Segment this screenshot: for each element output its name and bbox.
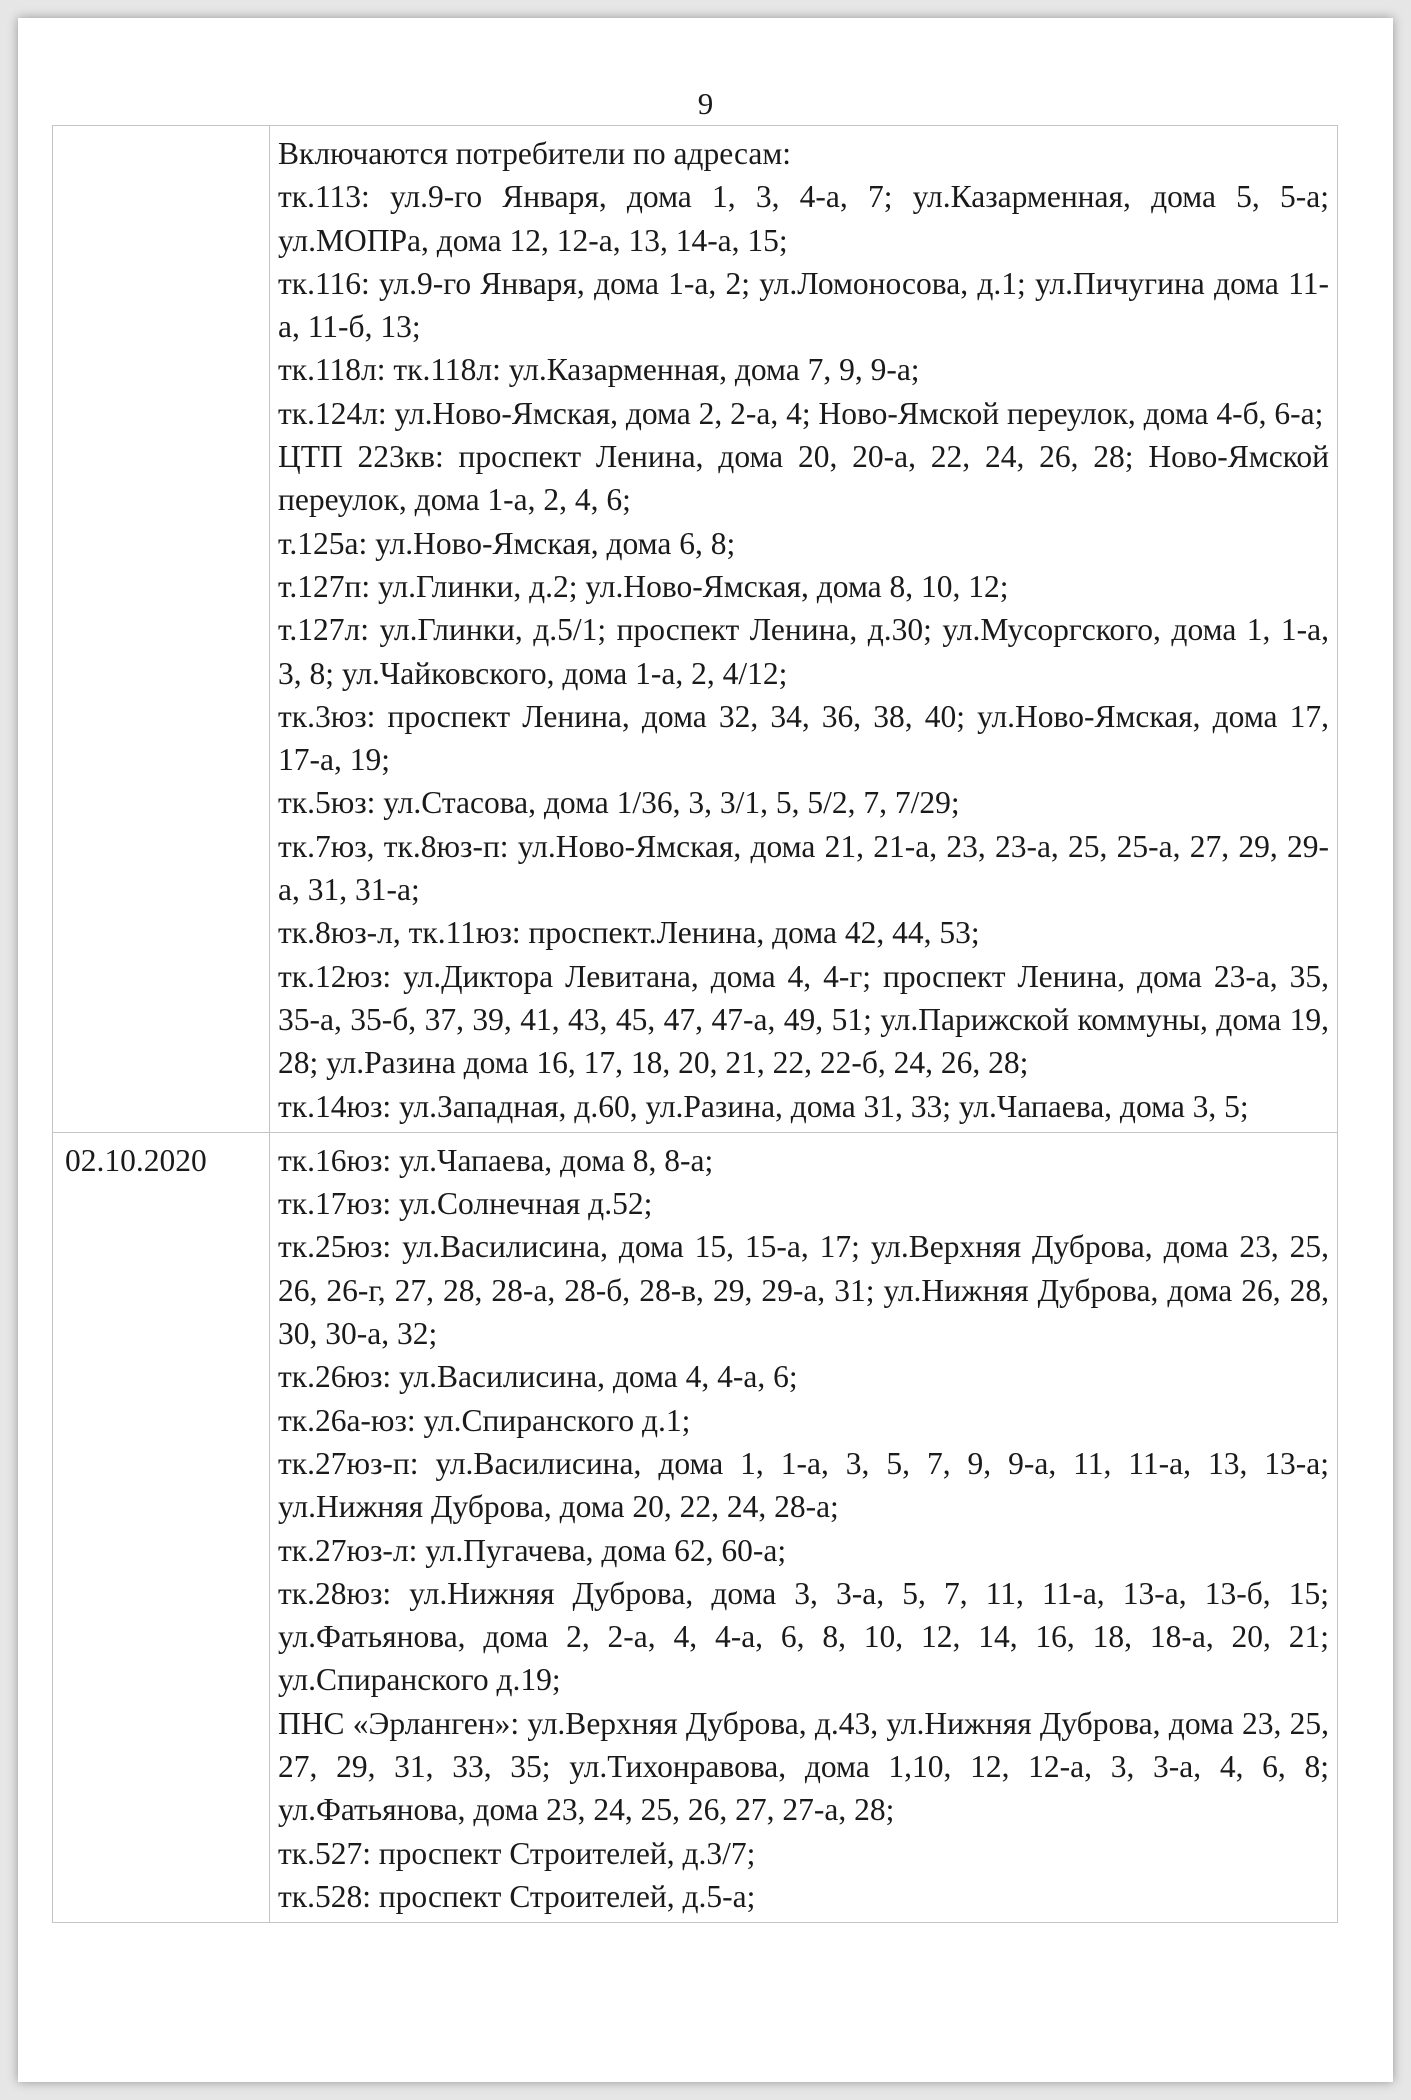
schedule-table bbox=[52, 125, 1338, 1923]
date-cell: 02.10.2020 bbox=[53, 1132, 270, 1922]
address-entry: т.127п: ул.Глинки, д.2; ул.Ново-Ямская, дома 8, 10, 12; bbox=[278, 568, 1009, 604]
address-entry: т.127л: ул.Глинки, д.5/1; проспект Ленина, д.30; ул.Мусоргского, дома 1, 1-а, 3, 8; ул.Чайковского, дома 1-а, 2, 4/12; bbox=[278, 612, 1329, 691]
address-entry: тк.26юз: ул.Василисина, дома 4, 4-а, 6; bbox=[278, 1359, 798, 1395]
address-entry: тк.113: ул.9-го Января, дома 1, 3, 4-а, 7; ул.Казарменная, дома 5, 5-а; ул.МОПРа, дома 12, 12-а, 13, 14-а, 15; bbox=[278, 179, 1329, 258]
schedule-table-body bbox=[53, 126, 1338, 1923]
address-entry: тк.17юз: ул.Солнечная д.52; bbox=[278, 1186, 653, 1222]
addresses-cell bbox=[270, 1132, 1338, 1922]
date-cell bbox=[53, 126, 270, 1133]
address-entry: тк.27юз-л: ул.Пугачева, дома 62, 60-а; bbox=[278, 1532, 787, 1568]
address-entry: тк.27юз-п: ул.Василисина, дома 1, 1-а, 3, 5, 7, 9, 9-а, 11, 11-а, 13, 13-а; ул.Нижняя Дуброва, дома 20, 22, 24, 28-а; bbox=[278, 1445, 1329, 1525]
address-entry: ЦТП 223кв: проспект Ленина, дома 20, 20-а, 22, 24, 26, 28; Ново-Ямской переулок, дома 1-а, 2, 4, 6; bbox=[278, 439, 1329, 518]
address-entry: тк.16юз: ул.Чапаева, дома 8, 8-а; bbox=[278, 1142, 714, 1178]
address-entry: тк.116: ул.9-го Января, дома 1-а, 2; ул.Ломоносова, д.1; ул.Пичугина дома 11-а, 11-б, 13; bbox=[278, 265, 1329, 345]
address-entry: тк.26а-юз: ул.Спиранского д.1; bbox=[278, 1402, 691, 1438]
address-entry: тк.527: проспект Строителей, д.3/7; bbox=[278, 1835, 756, 1871]
address-entry: ПНС «Эрланген»: ул.Верхняя Дуброва, д.43, ул.Нижняя Дуброва, дома 23, 25, 27, 29, 31, 33, 35; ул.Тихонравова, дома 1,10, 12, 12-а, 3, 3-а, 4, 6, 8; ул.Фатьянова, дома 23, 24, 25, 26, 27, 27-а, 28; bbox=[278, 1705, 1329, 1828]
address-entry: Включаются потребители по адресам: bbox=[278, 136, 791, 171]
address-entry: тк.7юз, тк.8юз-п: ул.Ново-Ямская, дома 21, 21-а, 23, 23-а, 25, 25-а, 27, 29, 29-а, 31, 31-а; bbox=[278, 828, 1329, 908]
table-row bbox=[53, 126, 1338, 1133]
address-entry: тк.25юз: ул.Василисина, дома 15, 15-а, 17; ул.Верхняя Дуброва, дома 23, 25, 26, 26-г, 27, 28, 28-а, 28-б, 28-в, 29, 29-а, 31; ул.Нижняя Дуброва, дома 26, 28, 30, 30-а, 32; bbox=[278, 1229, 1329, 1352]
address-entry: тк.14юз: ул.Западная, д.60, ул.Разина, дома 31, 33; ул.Чапаева, дома 3, 5; bbox=[278, 1088, 1249, 1124]
page-number: 9 bbox=[697, 86, 714, 121]
document-page bbox=[18, 18, 1393, 2082]
address-entry: тк.28юз: ул.Нижняя Дуброва, дома 3, 3-а, 5, 7, 11, 11-а, 13-а, 13-б, 15; ул.Фатьянова, дома 2, 2-а, 4, 4-а, 6, 8, 10, 12, 14, 16, 18, 18-а, 20, 21; ул.Спиранского д.19; bbox=[278, 1575, 1329, 1698]
address-entry: т.125а: ул.Ново-Ямская, дома 6, 8; bbox=[278, 525, 736, 561]
address-entry: тк.124л: ул.Ново-Ямская, дома 2, 2-а, 4; Ново-Ямской переулок, дома 4-б, 6-а; bbox=[278, 395, 1324, 431]
address-entry: тк.5юз: ул.Стасова, дома 1/36, 3, 3/1, 5, 5/2, 7, 7/29; bbox=[278, 785, 960, 821]
address-entry: тк.118л: тк.118л: ул.Казарменная, дома 7, 9, 9-а; bbox=[278, 352, 920, 388]
address-entry: тк.8юз-л, тк.11юз: проспект.Ленина, дома 42, 44, 53; bbox=[278, 915, 980, 951]
addresses-cell bbox=[270, 126, 1338, 1133]
table-row bbox=[53, 1132, 1338, 1922]
address-entry: тк.12юз: ул.Диктора Левитана, дома 4, 4-г; проспект Ленина, дома 23-а, 35, 35-а, 35-б, 37, 39, 41, 43, 45, 47, 47-а, 49, 51; ул.Парижской коммуны, дома 19, 28; ул.Разина дома 16, 17, 18, 20, 21, 22, 22-б, 24, 26, 28; bbox=[278, 958, 1329, 1081]
address-entry: тк.3юз: проспект Ленина, дома 32, 34, 36, 38, 40; ул.Ново-Ямская, дома 17, 17-а, 19; bbox=[278, 698, 1329, 778]
address-entry: тк.528: проспект Строителей, д.5-а; bbox=[278, 1878, 756, 1914]
